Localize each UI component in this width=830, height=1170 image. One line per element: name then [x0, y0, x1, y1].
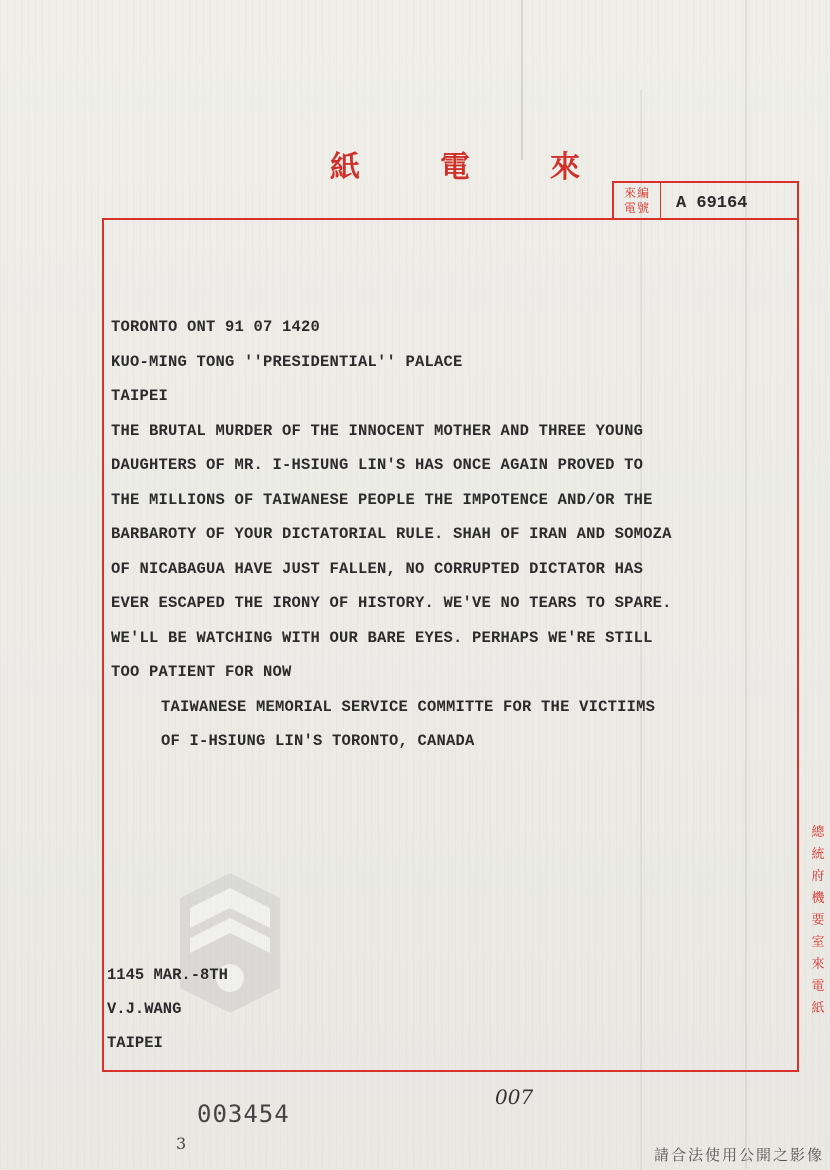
- message-line: DAUGHTERS OF MR. I-HSIUNG LIN'S HAS ONCE AGAIN PROVED TO: [111, 456, 644, 474]
- message-line: BARBAROTY OF YOUR DICTATORIAL RULE. SHAH OF IRAN AND SOMOZA: [111, 525, 672, 543]
- signature-line: OF I-HSIUNG LIN'S TORONTO, CANADA: [161, 732, 475, 750]
- telegram-number-label-line: 電號: [623, 201, 650, 215]
- message-line: KUO-MING TONG ''PRESIDENTIAL'' PALACE: [111, 352, 463, 371]
- receipt-operator: V.J.WANG: [107, 1000, 182, 1018]
- signature-line: TAIWANESE MEMORIAL SERVICE COMMITTE FOR THE VICTIIMS: [161, 697, 656, 716]
- message-body: [111, 310, 781, 759]
- receipt-location: TAIPEI: [107, 1034, 163, 1052]
- message-line: OF NICABAGUA HAVE JUST FALLEN, NO CORRUPTED DICTATOR HAS: [111, 559, 644, 578]
- receipt-time: 1145 MAR.-8TH: [107, 966, 228, 984]
- telegram-number-label: [614, 183, 661, 220]
- form-title: [330, 142, 580, 186]
- side-stamp-char: 電: [811, 979, 825, 994]
- form-title-char: 電: [440, 150, 470, 185]
- side-stamp-char: 府: [811, 869, 825, 884]
- archive-number: 003454: [197, 1100, 290, 1128]
- telegram-number-value: A 69164: [676, 194, 748, 213]
- message-line: THE MILLIONS OF TAIWANESE PEOPLE THE IMPOTENCE AND/OR THE: [111, 490, 653, 509]
- fold-line: [521, 0, 523, 160]
- form-title-char: 紙: [330, 150, 360, 185]
- message-line: TAIPEI: [111, 387, 169, 405]
- message-line: TORONTO ONT 91 07 1420: [111, 318, 321, 336]
- handwritten-page-number: 007: [495, 1085, 534, 1109]
- side-stamp: [810, 822, 826, 1020]
- side-stamp-char: 室: [811, 935, 825, 950]
- usage-watermark: 請合法使用公開之影像: [653, 1146, 824, 1164]
- message-line: WE'LL BE WATCHING WITH OUR BARE EYES. PERHAPS WE'RE STILL: [111, 628, 653, 647]
- message-line: EVER ESCAPED THE IRONY OF HISTORY. WE'VE NO TEARS TO SPARE.: [111, 594, 672, 612]
- side-stamp-char: 統: [811, 847, 825, 862]
- receipt-block: [107, 958, 228, 1060]
- telegram-number-box: [612, 181, 799, 220]
- side-stamp-char: 要: [811, 913, 825, 928]
- message-line: THE BRUTAL MURDER OF THE INNOCENT MOTHER AND THREE YOUNG: [111, 421, 644, 440]
- side-stamp-char: 總: [811, 825, 825, 840]
- side-stamp-char: 來: [811, 957, 825, 972]
- side-stamp-char: 紙: [811, 1001, 825, 1016]
- form-title-char: 來: [550, 150, 580, 185]
- message-line: TOO PATIENT FOR NOW: [111, 663, 292, 681]
- small-handwritten-mark: 3: [176, 1134, 187, 1153]
- telegram-number-label-line: 來編: [623, 186, 650, 200]
- side-stamp-char: 機: [811, 891, 825, 906]
